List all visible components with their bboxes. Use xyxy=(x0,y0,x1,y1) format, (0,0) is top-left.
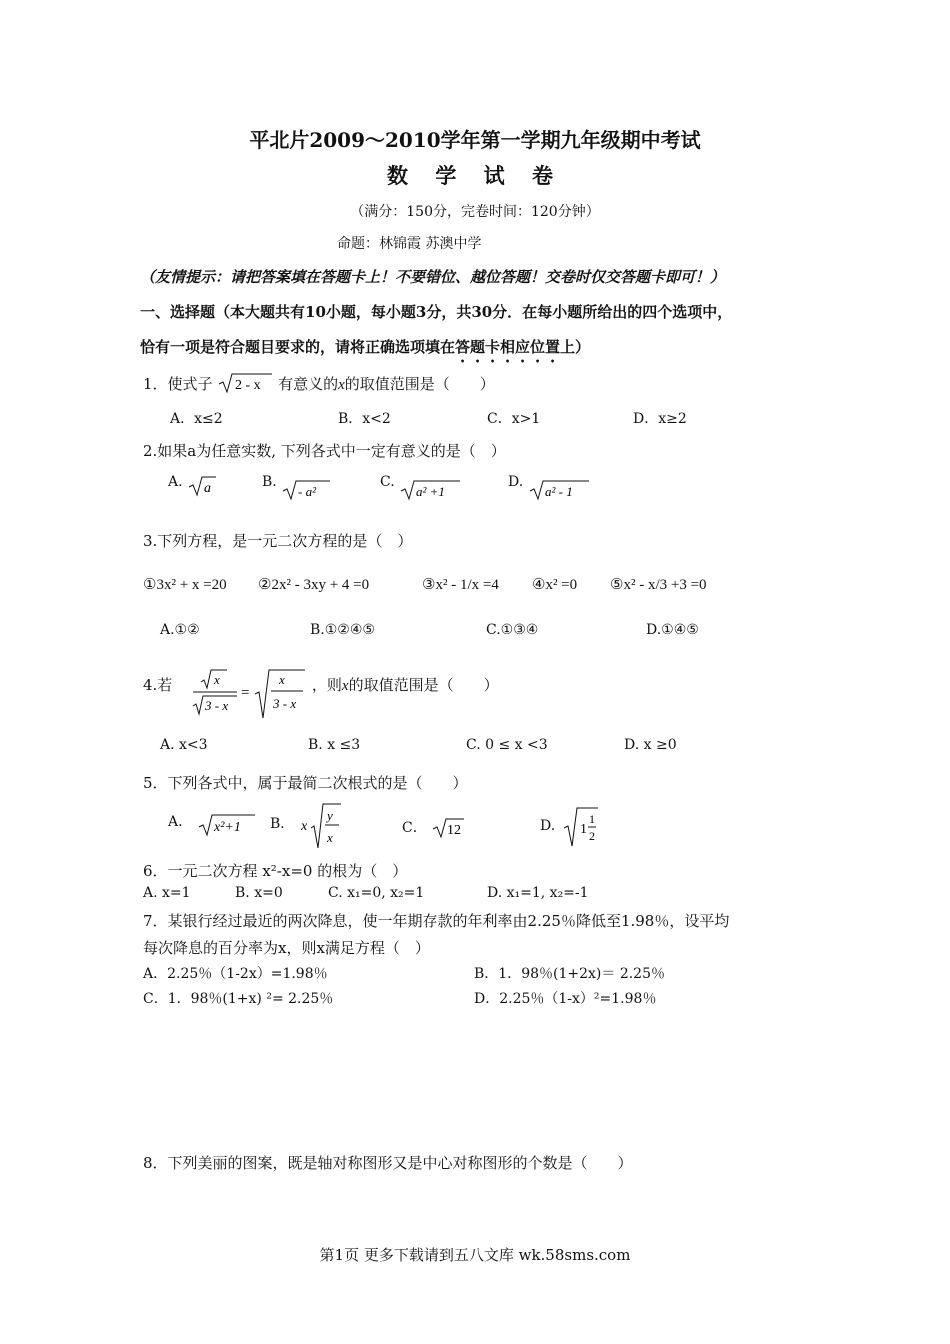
q4-stem xyxy=(143,668,499,720)
page-footer: 第1页 更多下载请到五八文库 wk.58sms.com xyxy=(319,1246,631,1264)
q4-option-d: D. x ≥0 xyxy=(624,737,677,753)
q5-label-b: B． xyxy=(270,816,295,832)
q3-eq-3: ③x² - 1/x =4 xyxy=(422,577,499,593)
q6-option-a: A. x=1 xyxy=(143,885,191,901)
q2-stem: 2.如果a为任意实数, 下列各式中一定有意义的是（ ） xyxy=(143,442,506,460)
svg-text:2: 2 xyxy=(588,829,595,843)
q1-stem-c: 的取值范围是（ ） xyxy=(344,375,495,393)
section-heading-line1: 一、选择题（本大题共有10小题，每小题3分，共30分．在每小题所给出的四个选项中， xyxy=(140,303,733,321)
q4-rhs-den: 3 - x xyxy=(273,696,297,711)
q2-sqrt-c xyxy=(399,474,461,502)
q5-expr-b xyxy=(299,802,343,850)
q1-option-b: B．x<2 xyxy=(338,411,391,427)
q4-stem-c: 的取值范围是（ ） xyxy=(348,676,499,694)
q6-stem: 6．一元二次方程 x²-x=0 的根为（ ） xyxy=(143,862,408,880)
q1-stem-a: 1．使式子 xyxy=(143,375,213,393)
q5-option-a xyxy=(168,810,257,838)
q4-stem-a: 4.若 xyxy=(143,676,173,694)
q2-label-d: D. xyxy=(508,474,524,490)
q1-option-c: C．x>1 xyxy=(487,411,541,427)
q7-line2: 每次降息的百分率为x，则x满足方程（ ） xyxy=(143,939,430,957)
q5-option-d xyxy=(540,806,600,848)
q8-stem: 8．下列美丽的图案，既是轴对称图形又是中心对称图形的个数是（ ） xyxy=(143,1154,633,1172)
svg-text:x: x xyxy=(326,830,333,845)
q1-option-a: A．x≤2 xyxy=(170,411,223,427)
exam-title: 平北片2009～2010学年第一学期九年级期中考试 xyxy=(249,128,701,152)
exam-subtitle: 数 学 试 卷 xyxy=(387,163,563,188)
q1-stem-b: 有意义的 xyxy=(278,375,339,393)
section-heading-part-c: 上） xyxy=(560,338,591,356)
q7-option-a: A．2.25％（1-2x）=1.98％ xyxy=(143,966,328,982)
q2-option-c xyxy=(380,474,461,502)
q1-sqrt xyxy=(217,372,273,394)
q2-sqrt-d xyxy=(528,474,590,502)
q2-label-b: B. xyxy=(262,474,277,490)
section-heading-line2 xyxy=(140,336,590,366)
q2-sqrt-b xyxy=(281,474,331,502)
q2-label-a: A. xyxy=(168,474,183,490)
exam-author: 命题：林锦霞 苏澳中学 xyxy=(337,236,482,252)
q2-radicand-d: a² - 1 xyxy=(544,484,573,499)
q2-label-c: C. xyxy=(380,474,395,490)
q5-radicand-c: 12 xyxy=(447,823,462,838)
q3-eq-5: ⑤x² - x/3 +3 =0 xyxy=(610,577,707,593)
q3-stem: 3.下列方程，是一元二次方程的是（ ） xyxy=(143,532,413,550)
q7-option-c: C．1．98％(1+x) ²= 2.25％ xyxy=(143,991,334,1007)
q4-equation xyxy=(177,668,307,720)
q4-lhs-num: x xyxy=(214,672,220,687)
q5-sqrt-c xyxy=(431,816,465,840)
q4-rhs-num: x xyxy=(279,672,285,687)
q2-radicand-c: a² +1 xyxy=(416,484,446,499)
section-heading-emphasis: 答题卡相应位置 xyxy=(455,338,561,356)
q3-option-d: D.①④⑤ xyxy=(646,622,699,638)
q5-radicand-a: x²+1 xyxy=(213,820,241,835)
q6-option-d: D. x₁=1, x₂=-1 xyxy=(487,885,589,901)
q3-option-b: B.①②④⑤ xyxy=(310,622,375,638)
q4-option-b: B. x ≤3 xyxy=(308,737,361,753)
q3-eq-4: ④x² =0 xyxy=(532,577,578,593)
q6-option-c: C. x₁=0, x₂=1 xyxy=(328,885,425,901)
exam-info: （满分：150分，完卷时间：120分钟） xyxy=(350,204,600,220)
q2-radicand-a: a xyxy=(204,481,212,496)
q3-option-c: C.①③④ xyxy=(486,622,539,638)
q4-stem-b: ，则 xyxy=(311,676,342,694)
q5-option-b xyxy=(270,802,343,850)
q1-option-d: D．x≥2 xyxy=(633,411,687,427)
q5-stem: 5．下列各式中，属于最简二次根式的是（ ） xyxy=(143,774,468,792)
q5-label-a: A． xyxy=(168,814,193,830)
q5-label-c: C． xyxy=(402,820,427,836)
exam-tip: （友情提示：请把答案填在答题卡上！不要错位、越位答题！交卷时仅交答题卡即可！） xyxy=(140,268,726,286)
q3-option-a: A.①② xyxy=(160,622,200,638)
svg-text:1: 1 xyxy=(579,822,587,837)
q5-sqrt-a xyxy=(197,810,257,838)
q2-option-b xyxy=(262,474,331,502)
svg-text:y: y xyxy=(326,808,333,823)
q5-label-d: D. xyxy=(540,818,556,834)
q7-option-b: B．1．98％(1+2x)＝ 2.25％ xyxy=(474,966,665,982)
q7-line1: 7．某银行经过最近的两次降息，使一年期存款的年利率由2.25％降低至1.98％，设平均 xyxy=(143,912,730,930)
q4-option-a: A. x<3 xyxy=(160,737,208,753)
q5-option-c xyxy=(402,816,465,840)
q3-eq-1: ①3x² + x =20 xyxy=(143,577,227,593)
q6-option-b: B. x=0 xyxy=(235,885,283,901)
q2-sqrt-a xyxy=(187,474,217,498)
q1-radicand: 2 - x xyxy=(235,378,261,393)
q1-stem xyxy=(143,372,495,394)
q3-eq-2: ②2x² - 3xy + 4 =0 xyxy=(258,577,370,593)
svg-text:=: = xyxy=(241,685,250,701)
svg-text:x: x xyxy=(300,819,307,834)
q4-var: x xyxy=(341,678,349,694)
q2-option-a xyxy=(168,474,217,498)
section-heading-part-a: 恰有一项是符合题目要求的，请将正确选项填在 xyxy=(140,338,456,356)
q7-option-d: D．2.25％（1-x）²=1.98％ xyxy=(474,991,657,1007)
q5-expr-d xyxy=(560,806,600,848)
svg-text:1: 1 xyxy=(588,812,595,826)
q4-option-c: C. 0 ≤ x <3 xyxy=(466,737,548,753)
q2-option-d xyxy=(508,474,590,502)
q1-var: x xyxy=(338,377,345,393)
q2-radicand-b: - a² xyxy=(298,484,317,499)
q4-lhs-den: 3 - x xyxy=(205,698,229,713)
